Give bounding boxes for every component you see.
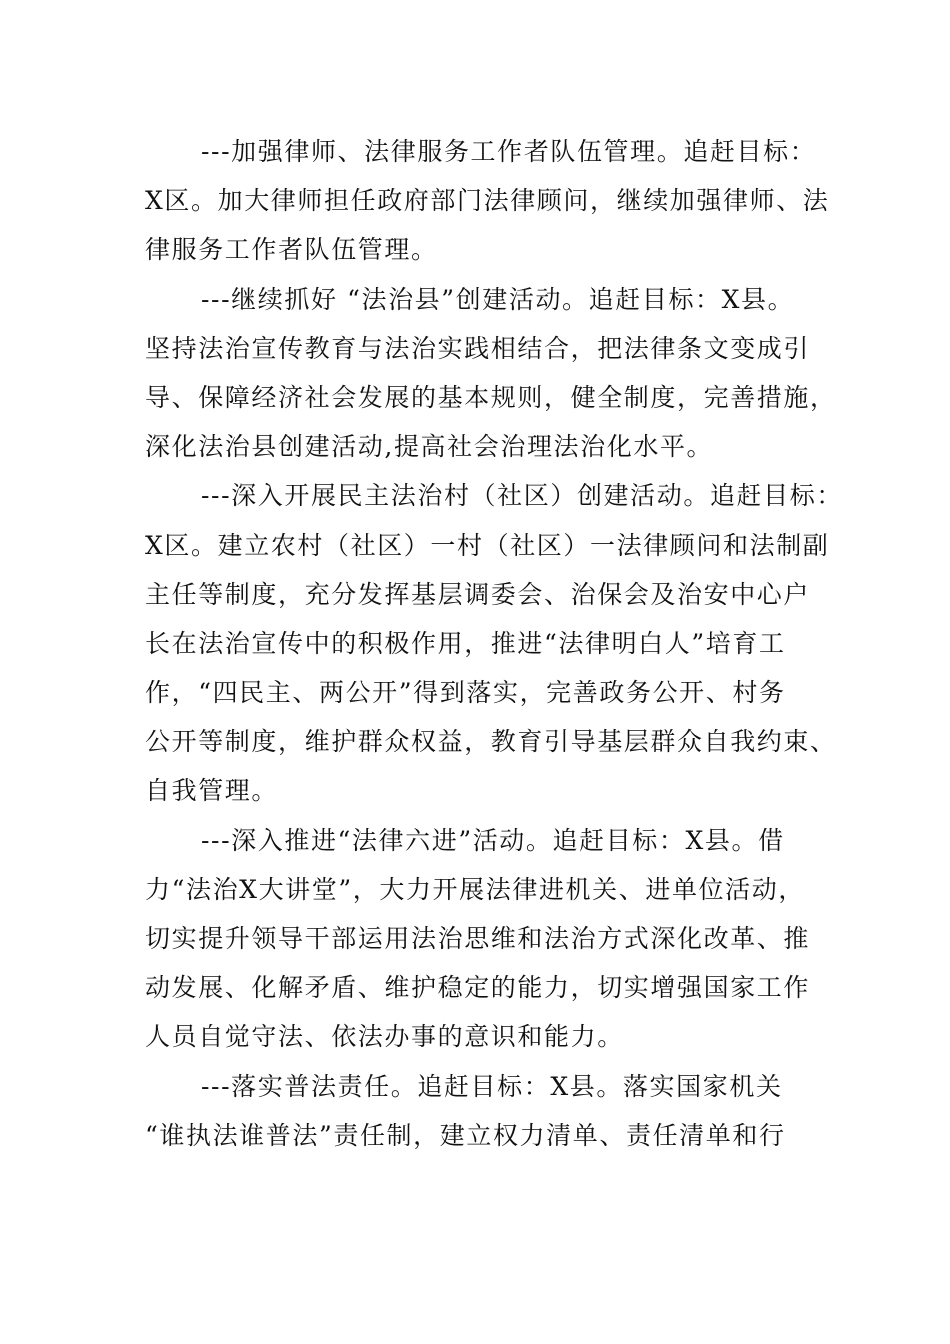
text-line: 导、保障经济社会发展的基本规则，健全制度，完善措施， — [145, 382, 837, 412]
text-line: 长在法治宣传中的积极作用，推进“法律明白人”培育工 — [145, 628, 786, 658]
text-line: 坚持法治宣传教育与法治实践相结合，把法律条文变成引 — [145, 333, 811, 363]
text-line: 动发展、化解矛盾、维护稳定的能力，切实增强国家工作 — [145, 973, 811, 1003]
text-line: ---加强律师、法律服务工作者队伍管理。追赶目标： — [201, 137, 817, 166]
text-line: 自我管理。 — [145, 776, 279, 806]
text-line: 人员自觉守法、依法办事的意识和能力。 — [145, 1022, 624, 1052]
text-line: 力“法治X大讲堂”，大力开展法律进机关、进单位活动， — [145, 874, 805, 904]
text-line: ---落实普法责任。追赶目标：X县。落实国家机关 — [201, 1071, 783, 1101]
text-line: 主任等制度，充分发挥基层调委会、治保会及治安中心户 — [145, 579, 811, 609]
text-line: ---深入推进“法律六进”活动。追赶目标：X县。借 — [201, 825, 785, 855]
text-line: X区。建立农村（社区）一村（社区）一法律顾问和法制副 — [145, 530, 830, 560]
text-line: 律服务工作者队伍管理。 — [145, 235, 438, 265]
text-line: 切实提升领导干部运用法治思维和法治方式深化改革、推 — [145, 924, 811, 953]
text-line: ---深入开展民主法治村（社区）创建活动。追赶目标： — [201, 481, 843, 511]
text-line: ---继续抓好 “法治县”创建活动。追赶目标：X县。 — [201, 284, 795, 314]
document-body — [145, 127, 843, 1160]
text-line: 作，“四民主、两公开”得到落实，完善政务公开、村务 — [145, 678, 786, 708]
text-line: 公开等制度，维护群众权益，教育引导基层群众自我约束、 — [145, 727, 837, 757]
text-line: “谁执法谁普法”责任制，建立权力清单、责任清单和行 — [145, 1120, 786, 1150]
text-line: 深化法治县创建活动,提高社会治理法治化水平。 — [145, 432, 714, 462]
text-line: X区。加大律师担任政府部门法律顾问，继续加强律师、法 — [145, 186, 830, 216]
